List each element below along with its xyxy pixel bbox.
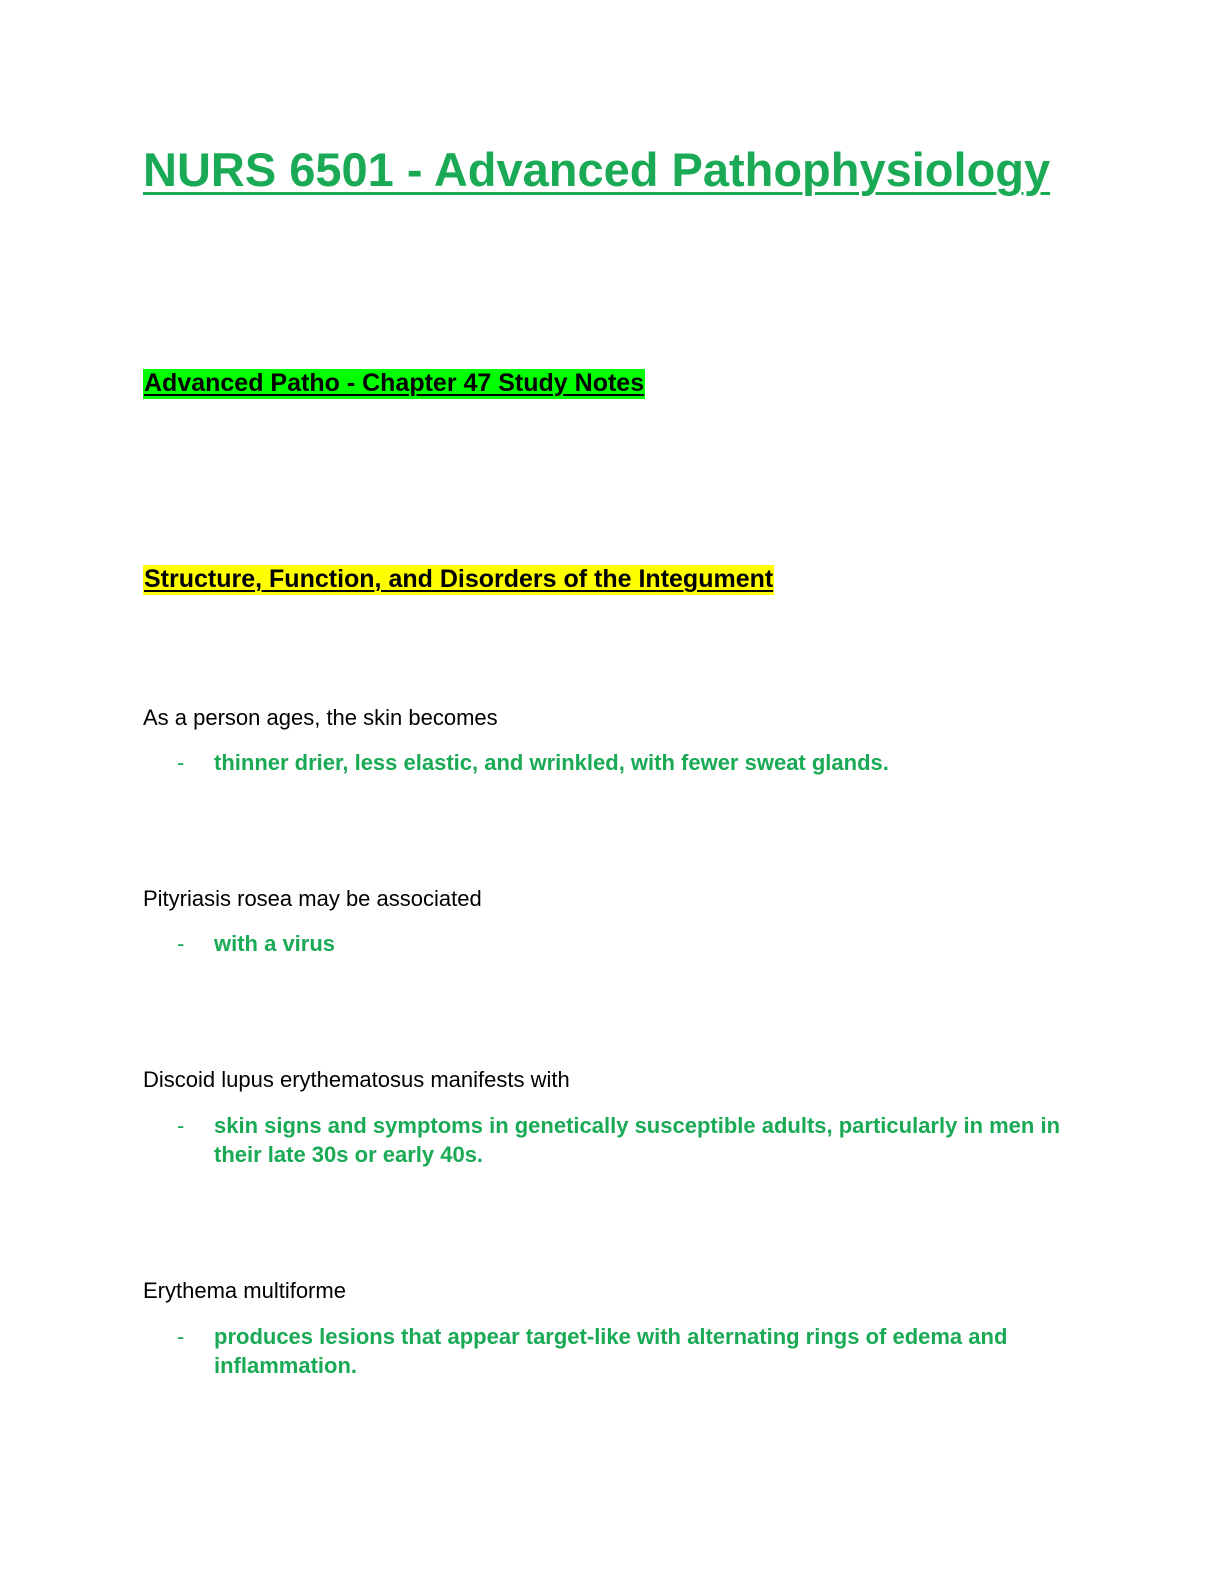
- question-text: As a person ages, the skin becomes: [143, 705, 498, 730]
- bullet-dash: -: [177, 931, 185, 956]
- chapter-heading-text: Advanced Patho - Chapter 47 Study Notes: [144, 369, 645, 397]
- bullet-dash: -: [177, 1324, 185, 1349]
- answer-text: thinner drier, less elastic, and wrinkled, with fewer sweat glands.: [214, 750, 889, 775]
- answer-text: skin signs and symptoms in genetically susceptible adults, particularly in men in their late 30s or early 40s.: [214, 1113, 1061, 1167]
- bullet-dash: -: [177, 750, 185, 775]
- question-text: Discoid lupus erythematosus manifests with: [143, 1067, 570, 1092]
- question-text: Erythema multiforme: [143, 1278, 346, 1303]
- chapter-heading: [143, 368, 645, 398]
- answer-item: [177, 929, 1067, 958]
- section-heading: [143, 564, 774, 594]
- bullet-dash: -: [177, 1113, 185, 1138]
- answer-text: with a virus: [214, 931, 336, 956]
- answer-item: [177, 1111, 1067, 1169]
- section-heading-text: Structure, Function, and Disorders of the Integument: [144, 565, 774, 593]
- answer-item: [177, 1322, 1067, 1380]
- question-text: Pityriasis rosea may be associated: [143, 886, 482, 911]
- page-title: NURS 6501 - Advanced Pathophysiology: [143, 143, 1051, 196]
- answer-item: [177, 748, 1067, 777]
- answer-text: produces lesions that appear target-like with alternating rings of edema and inflammation.: [214, 1324, 1008, 1378]
